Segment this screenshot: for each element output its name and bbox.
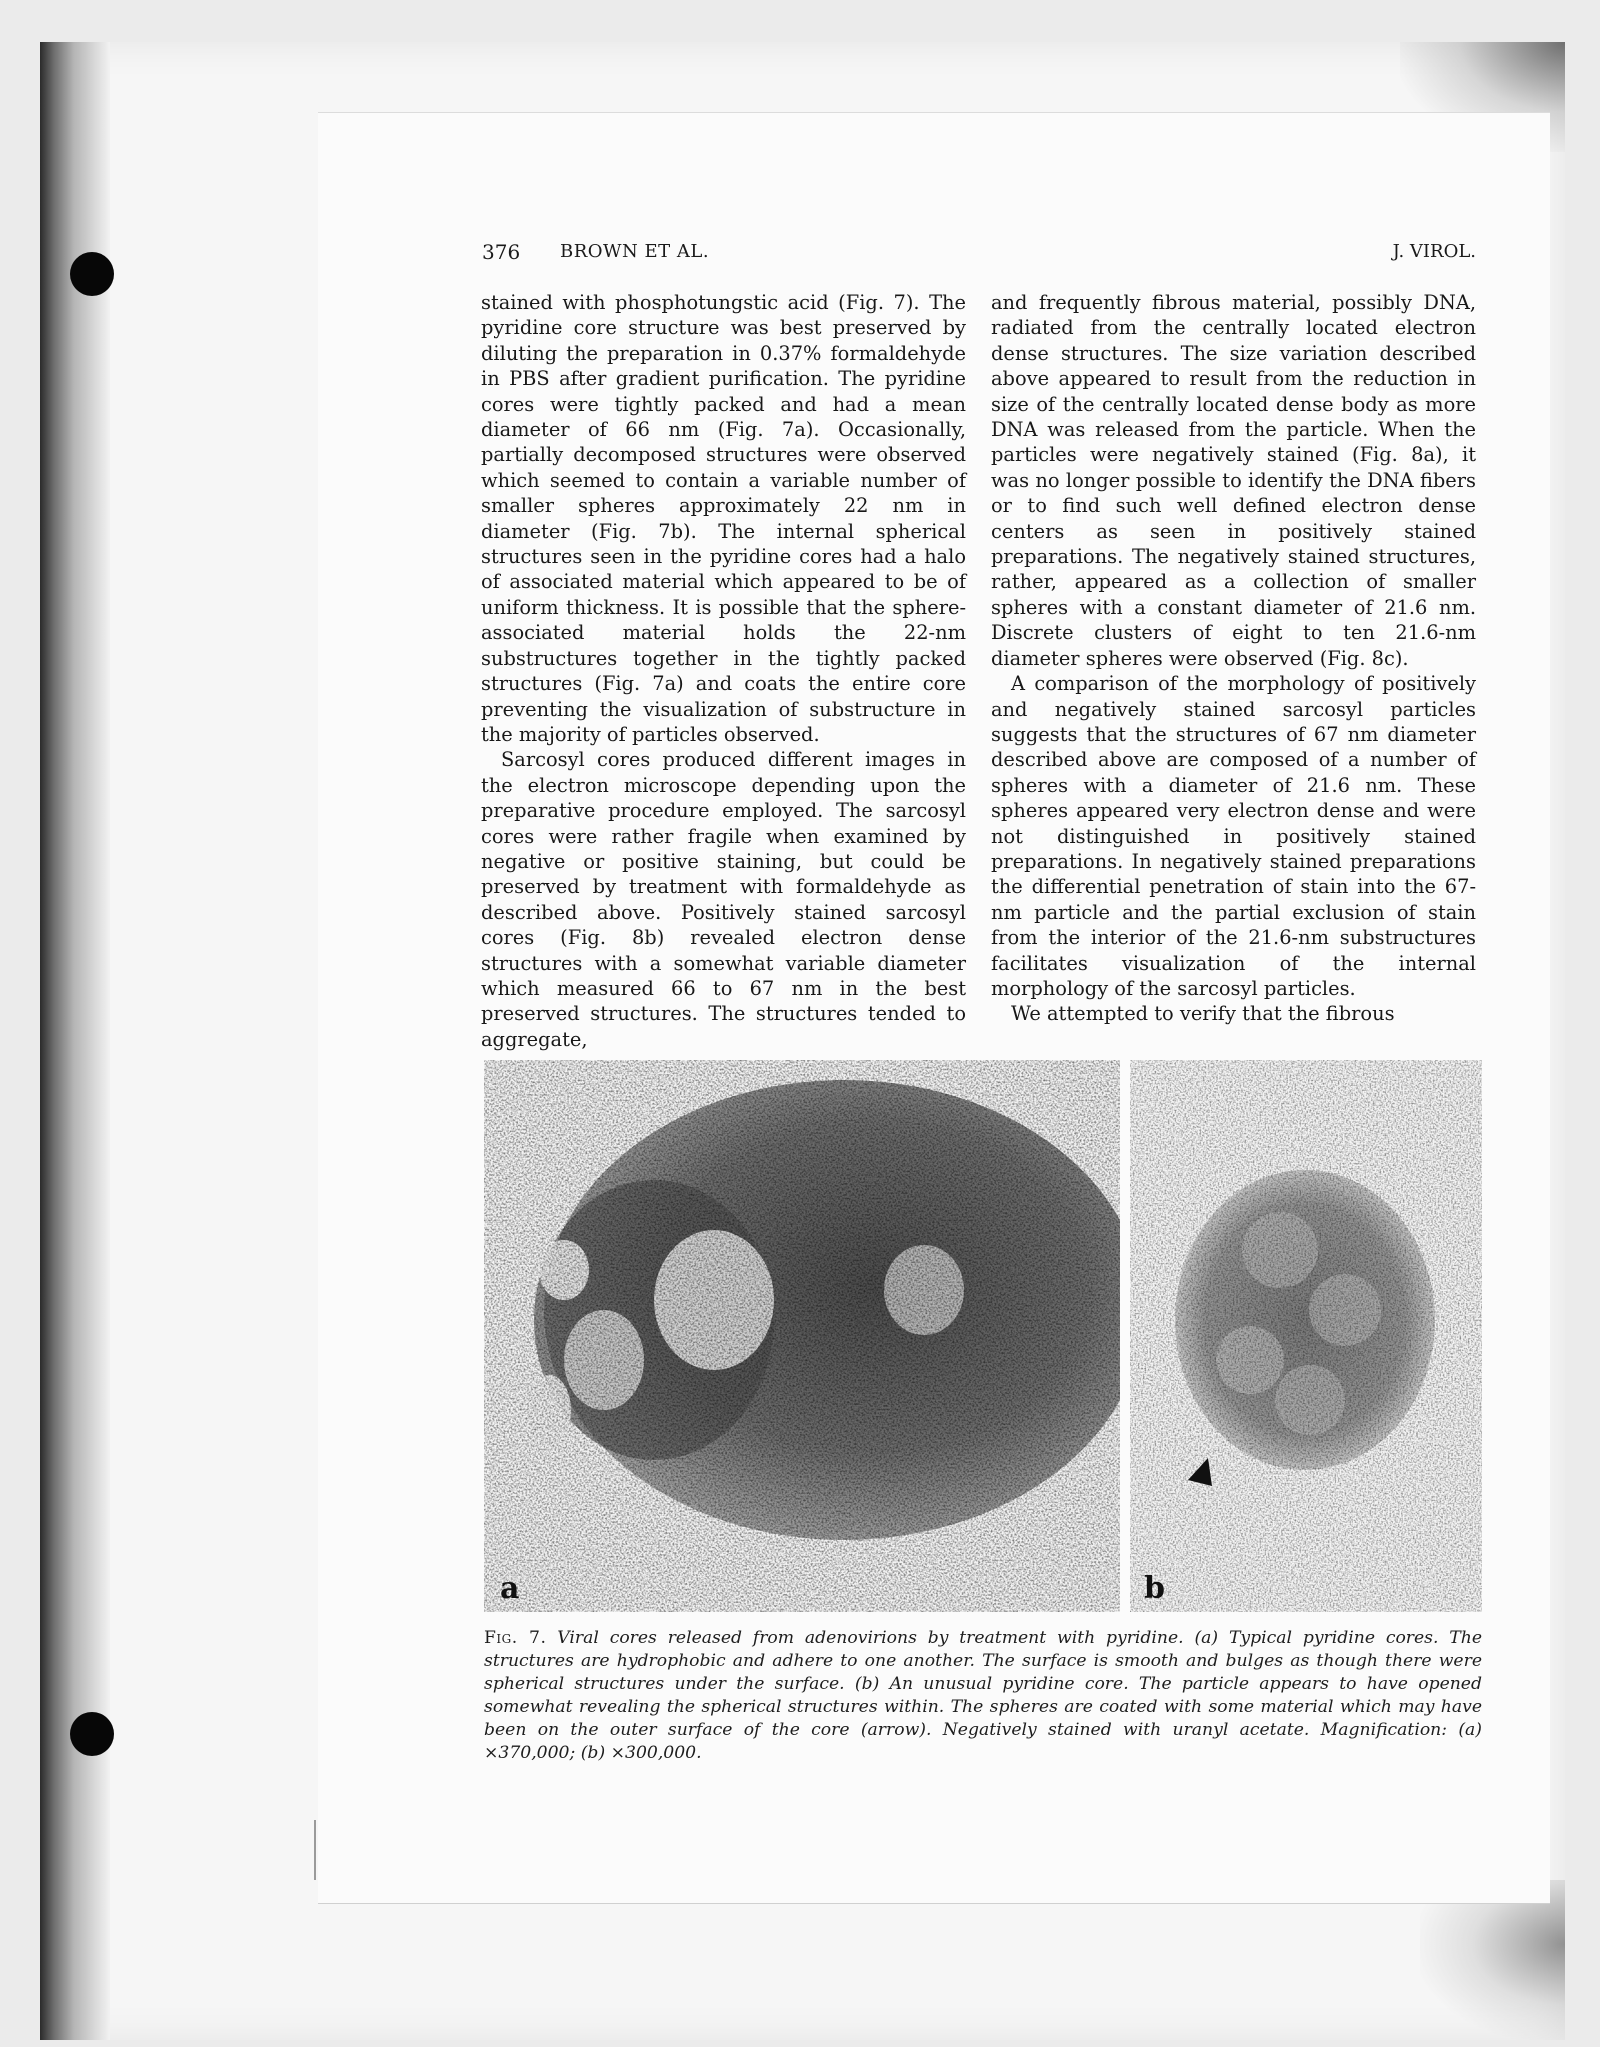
page-number: 376 (482, 240, 521, 264)
figure-7 (484, 1060, 1482, 1612)
paragraph: stained with phosphotungstic acid (Fig. 7). The pyridine core structure was best preserved by diluting the preparation in 0.37% formaldehyde in PBS after gradient purification. The pyridine cores were tightly packed and had a mean diameter of 66 nm (Fig. 7a). Occasionally, partially decomposed structures were observed which seemed to contain a variable number of smaller spheres approximately 22 nm in diameter (Fig. 7b). The internal spherical structures seen in the pyridine cores had a halo of associated material which appeared to be of uniform thickness. It is possible that the sphere-associated material holds the 22-nm substructures together in the tightly packed structures (Fig. 7a) and coats the entire core preventing the visualization of substructure in the majority of particles observed. (481, 291, 966, 746)
panel-label-a: a (500, 1571, 520, 1606)
binder-hole-top (70, 252, 114, 296)
paragraph: We attempted to verify that the fibrous (1011, 1002, 1395, 1026)
panel-label-b: b (1144, 1571, 1165, 1606)
paragraph: Sarcosyl cores produced different images in the electron microscope depending upon the preparative procedure employed. The sarcosyl cores were rather fragile when examined by negative or positive staining, but could be preserved by treatment with formaldehyde as described above. Positively stained sarcosyl cores (Fig. 8b) revealed electron dense structures with a somewhat variable diameter which measured 66 to 67 nm in the best preserved structures. The structures tended to aggregate, (481, 748, 966, 1051)
binder-hole-bottom (70, 1712, 114, 1756)
caption-label: Fig. 7. (484, 1628, 547, 1648)
paragraph: A comparison of the morphology of positively and negatively stained sarcosyl particles suggests that the structures of 67 nm diameter described above are composed of a number of spheres with a diameter of 21.6 nm. These spheres appeared very electron dense and were not distinguished in positively stained preparations. In negatively stained preparations the differential penetration of stain into the 67-nm particle and the partial exclusion of stain from the interior of the 21.6-nm substructures facilitates visualization of the internal morphology of the sarcosyl particles. (991, 672, 1476, 1000)
page-header (482, 240, 1476, 270)
margin-mark (314, 1820, 316, 1880)
paragraph: and frequently fibrous material, possibly DNA, radiated from the centrally located electron dense structures. The size variation described above appeared to result from the reduction in size of the centrally located dense body as more DNA was released from the particle. When the particles were negatively stained (Fig. 8a), it was no longer possible to identify the DNA fibers or to find such well defined electron dense centers as seen in positively stained preparations. The negatively stained structures, rather, appeared as a collection of smaller spheres with a constant diameter of 21.6 nm. Discrete clusters of eight to ten 21.6-nm diameter spheres were observed (Fig. 8c). (991, 291, 1476, 670)
micrograph-panel-b (1130, 1060, 1482, 1612)
micrograph-a-image (484, 1060, 1120, 1612)
scan-shadow-bottom (1420, 1880, 1565, 2040)
journal-name: J. VIROL. (1392, 241, 1476, 262)
figure-caption (484, 1627, 1482, 1765)
text-column-right (991, 290, 1476, 1027)
micrograph-b-image (1130, 1060, 1482, 1612)
caption-text: Viral cores released from adenovirions by treatment with pyridine. (a) Typical pyridine cores. The structures are hydrophobic and adhere to one another. The surface is smooth and bulges as though there were spherical structures under the surface. (b) An unusual pyridine core. The particle appears to have opened somewhat revealing the spherical structures within. The spheres are coated with some material which may have been on the outer surface of the core (arrow). Negatively stained with uranyl acetate. Magnification: (a) ×370,000; (b) ×300,000. (484, 1628, 1483, 1763)
text-column-left (481, 290, 966, 1052)
running-head: BROWN ET AL. (560, 241, 710, 262)
micrograph-panel-a (484, 1060, 1120, 1612)
